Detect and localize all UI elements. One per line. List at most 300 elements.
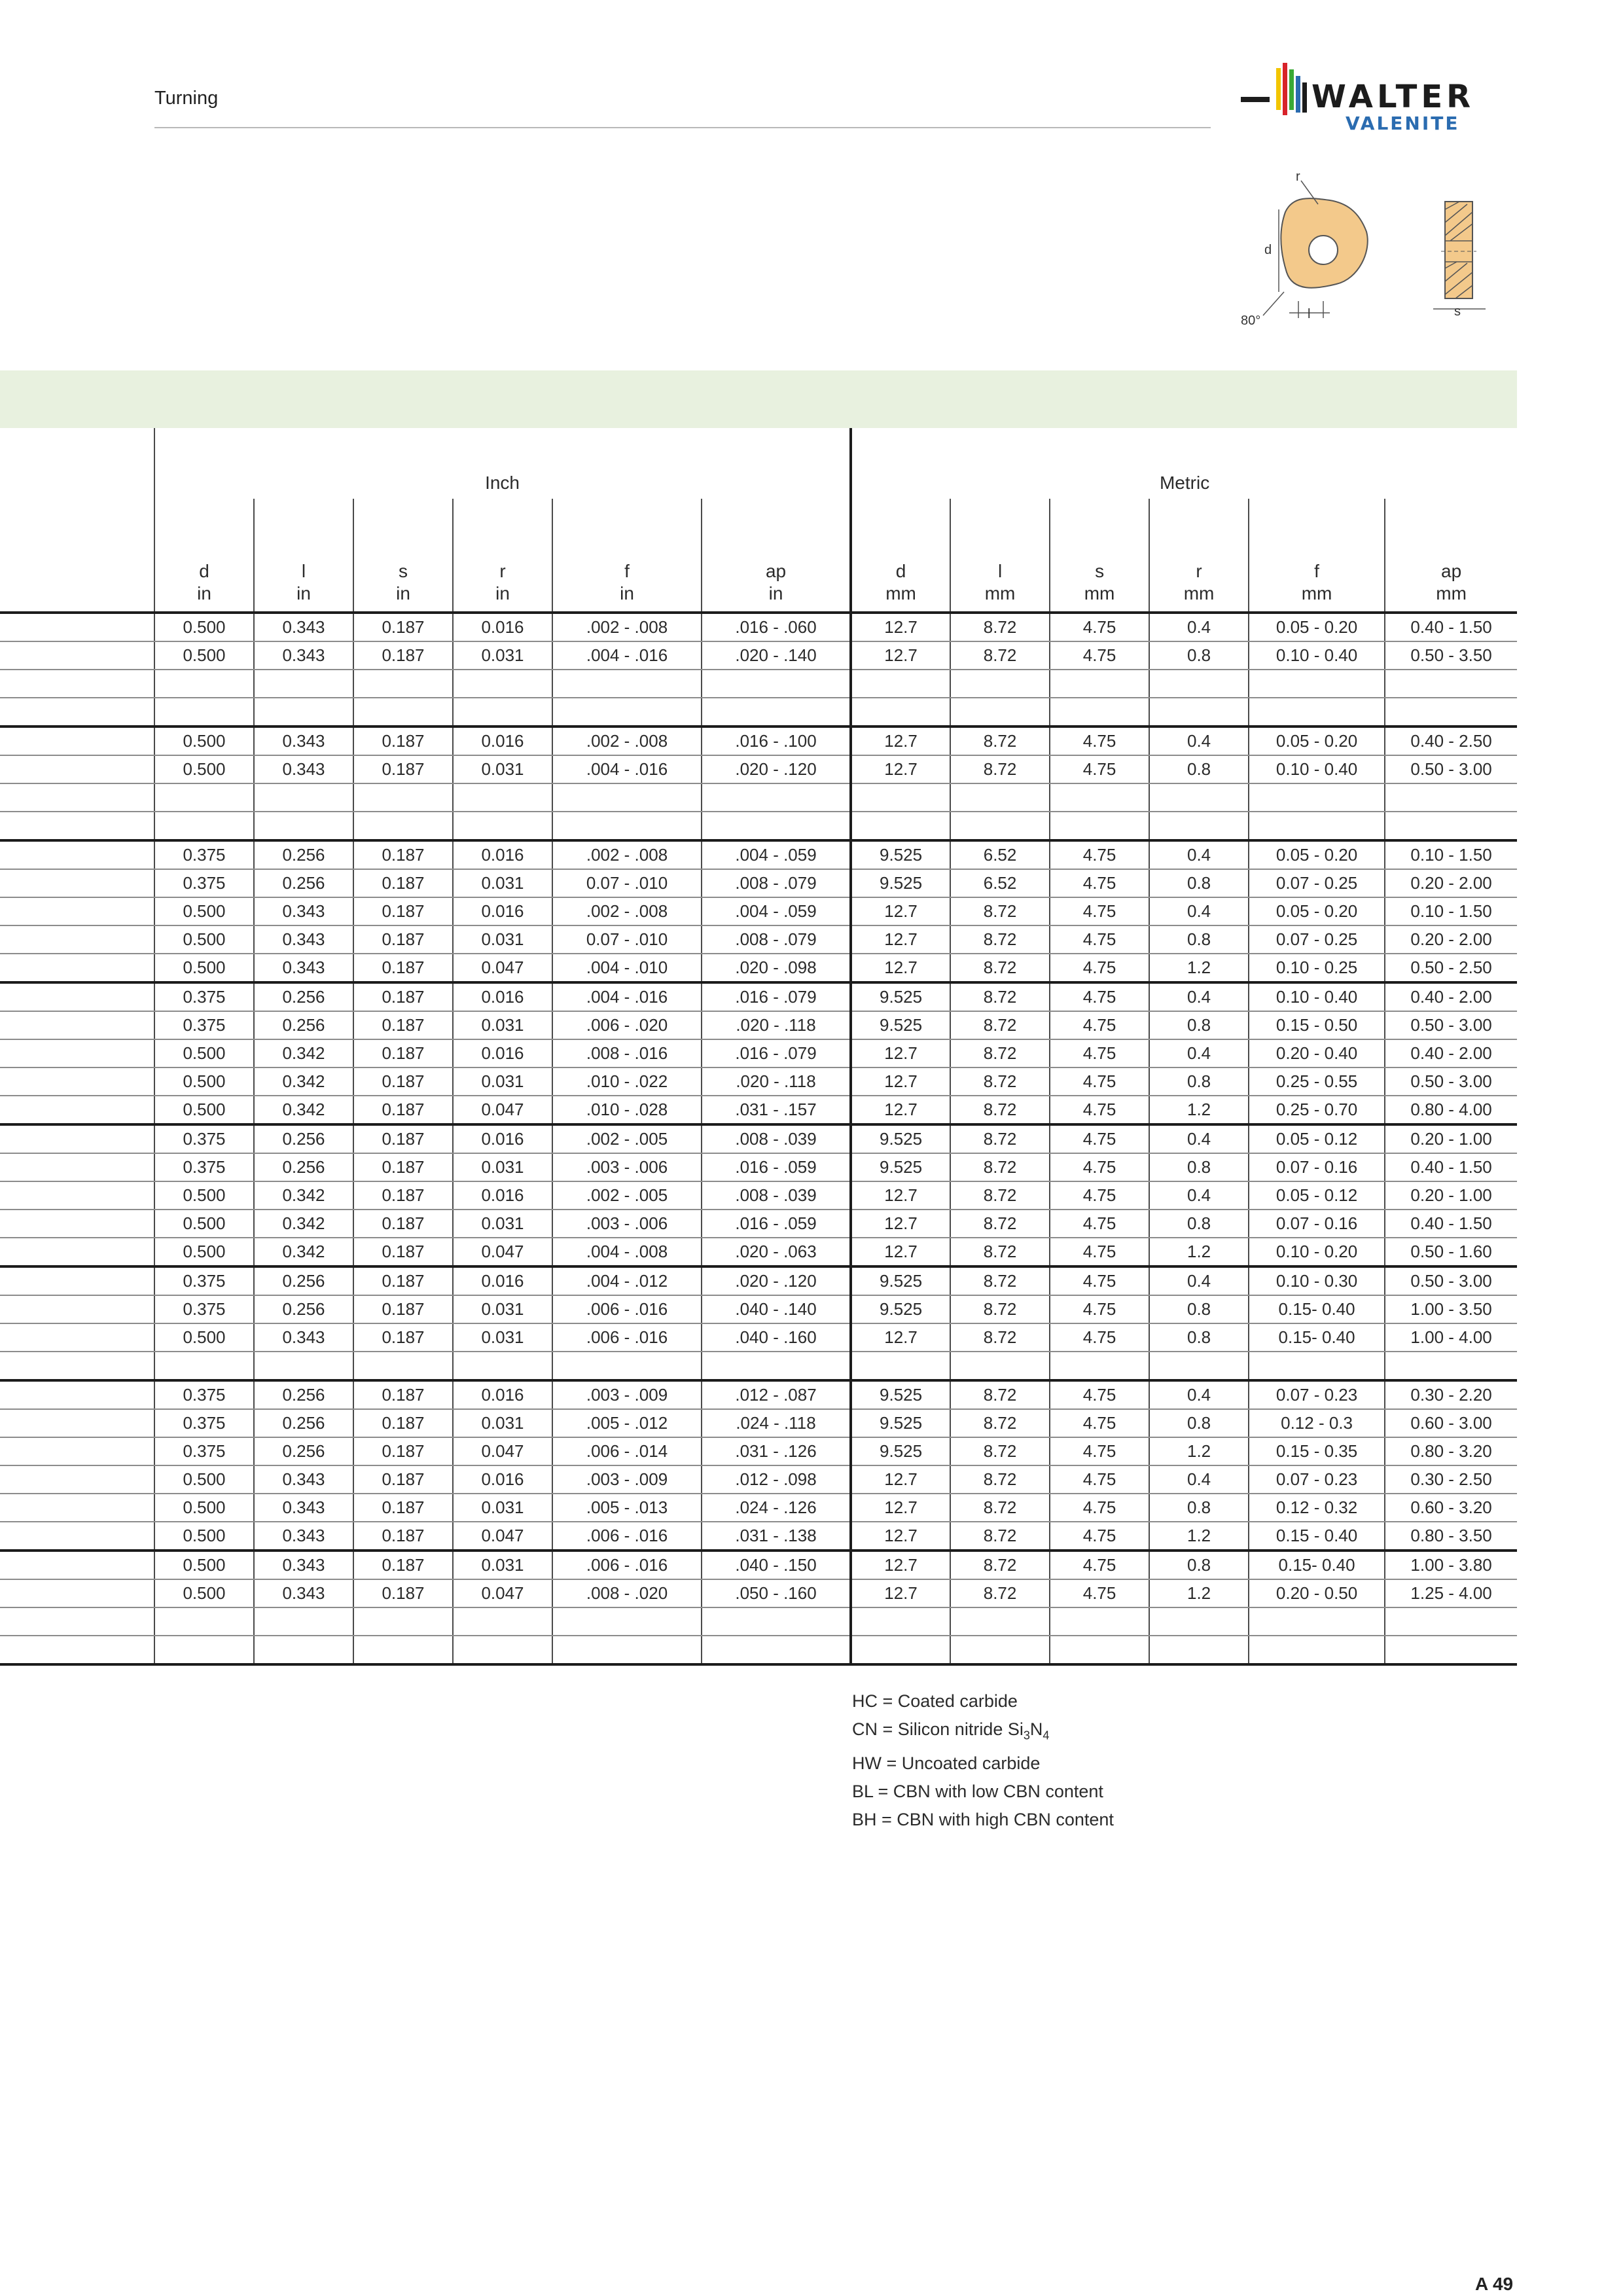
radius-label: r — [1296, 170, 1300, 184]
table-row — [0, 869, 1517, 897]
table-cell: 0.60 - 3.00 — [1385, 1409, 1517, 1437]
table-cell: 0.50 - 2.50 — [1385, 954, 1517, 982]
table-cell: 0.500 — [154, 1323, 254, 1352]
row-designation-cell — [0, 1636, 154, 1664]
table-cell: 8.72 — [950, 1295, 1050, 1323]
legend-text: CN = Silicon nitride Si — [852, 1719, 1024, 1739]
column-header-ap-mm — [1385, 499, 1517, 613]
table-cell: 1.00 - 3.50 — [1385, 1295, 1517, 1323]
table-cell: .020 - .118 — [702, 1067, 851, 1096]
table-cell: 0.187 — [353, 1153, 453, 1181]
table-cell: 0.50 - 3.00 — [1385, 1266, 1517, 1295]
table-cell: 0.500 — [154, 897, 254, 925]
table-cell: 0.50 - 1.60 — [1385, 1238, 1517, 1266]
material-legend — [852, 1687, 1114, 1834]
row-designation-cell — [0, 1494, 154, 1522]
table-cell: .016 - .059 — [702, 1153, 851, 1181]
table-cell: .002 - .008 — [552, 613, 702, 641]
table-row — [0, 1494, 1517, 1522]
table-cell — [851, 1636, 950, 1664]
table-cell — [1149, 1607, 1249, 1636]
row-designation-cell — [0, 755, 154, 783]
table-cell: 0.500 — [154, 641, 254, 670]
table-cell: .008 - .020 — [552, 1579, 702, 1607]
table-cell: 0.4 — [1149, 982, 1249, 1011]
table-row — [0, 1238, 1517, 1266]
table-cell: 0.375 — [154, 1437, 254, 1465]
column-header-unit: in — [197, 583, 211, 603]
table-cell: 0.187 — [353, 1210, 453, 1238]
column-header-name: ap — [1441, 561, 1462, 581]
table-cell — [1385, 698, 1517, 726]
table-cell: 0.343 — [254, 954, 353, 982]
table-cell: 12.7 — [851, 1494, 950, 1522]
table-cell: .004 - .016 — [552, 982, 702, 1011]
table-row — [0, 982, 1517, 1011]
table-cell: 12.7 — [851, 641, 950, 670]
table-cell: 8.72 — [950, 982, 1050, 1011]
table-cell: .004 - .016 — [552, 755, 702, 783]
table-cell: .008 - .079 — [702, 925, 851, 954]
table-cell: 12.7 — [851, 1039, 950, 1067]
table-row — [0, 1011, 1517, 1039]
table-cell: 0.8 — [1149, 1494, 1249, 1522]
table-cell: .031 - .157 — [702, 1096, 851, 1124]
table-cell: 0.343 — [254, 1323, 353, 1352]
table-cell: 0.4 — [1149, 1181, 1249, 1210]
table-cell: .003 - .006 — [552, 1153, 702, 1181]
table-cell: 0.187 — [353, 1124, 453, 1153]
table-row — [0, 1636, 1517, 1664]
table-cell: 6.52 — [950, 840, 1050, 869]
table-cell: 4.75 — [1050, 1465, 1149, 1494]
table-cell: 0.8 — [1149, 1011, 1249, 1039]
table-cell: 9.525 — [851, 1011, 950, 1039]
header-divider — [154, 127, 1211, 128]
table-cell — [702, 1636, 851, 1664]
table-cell: 0.500 — [154, 1039, 254, 1067]
table-cell: 0.375 — [154, 1295, 254, 1323]
product-header-band — [0, 370, 1517, 428]
table-cell: 0.031 — [453, 869, 552, 897]
table-cell: 4.75 — [1050, 1437, 1149, 1465]
table-cell — [1385, 1636, 1517, 1664]
table-cell — [254, 1636, 353, 1664]
column-header-unit: mm — [1301, 583, 1332, 603]
table-cell — [1385, 1352, 1517, 1380]
table-cell: 0.187 — [353, 1323, 453, 1352]
table-cell: 0.05 - 0.20 — [1249, 897, 1385, 925]
table-cell: 0.07 - .010 — [552, 869, 702, 897]
row-designation-cell — [0, 1067, 154, 1096]
table-cell: 0.15- 0.40 — [1249, 1551, 1385, 1579]
logo-submark: VALENITE — [1346, 113, 1460, 134]
table-cell: 0.80 - 3.50 — [1385, 1522, 1517, 1551]
row-designation-cell — [0, 1437, 154, 1465]
table-cell: .003 - .009 — [552, 1465, 702, 1494]
table-cell: 0.8 — [1149, 1323, 1249, 1352]
table-cell: 0.047 — [453, 1096, 552, 1124]
table-cell: 4.75 — [1050, 1153, 1149, 1181]
table-cell: 0.342 — [254, 1067, 353, 1096]
table-cell: 0.20 - 0.40 — [1249, 1039, 1385, 1067]
table-cell: 4.75 — [1050, 1181, 1149, 1210]
legend-item — [852, 1715, 1114, 1749]
row-designation-cell — [0, 982, 154, 1011]
table-cell — [1050, 670, 1149, 698]
row-designation-cell — [0, 1124, 154, 1153]
table-cell: 0.187 — [353, 1266, 453, 1295]
table-cell: 0.500 — [154, 1238, 254, 1266]
table-cell: 4.75 — [1050, 1238, 1149, 1266]
table-cell: 12.7 — [851, 925, 950, 954]
table-cell: 0.8 — [1149, 925, 1249, 954]
table-cell: 0.07 - 0.23 — [1249, 1380, 1385, 1409]
table-cell — [1385, 783, 1517, 812]
table-cell — [353, 1607, 453, 1636]
table-cell: 0.187 — [353, 869, 453, 897]
row-designation-cell — [0, 726, 154, 755]
table-cell: 0.500 — [154, 954, 254, 982]
table-cell — [1385, 812, 1517, 840]
table-cell: 0.187 — [353, 1437, 453, 1465]
table-cell — [453, 670, 552, 698]
table-cell: 0.40 - 1.50 — [1385, 1210, 1517, 1238]
table-cell: 9.525 — [851, 869, 950, 897]
row-designation-cell — [0, 1380, 154, 1409]
table-cell: 0.343 — [254, 726, 353, 755]
table-cell: 0.10 - 0.20 — [1249, 1238, 1385, 1266]
table-cell: .012 - .098 — [702, 1465, 851, 1494]
table-cell: 0.256 — [254, 1409, 353, 1437]
table-cell: 0.10 - 1.50 — [1385, 897, 1517, 925]
legend-subscript: 3 — [1023, 1729, 1030, 1742]
table-cell — [950, 698, 1050, 726]
table-cell: 8.72 — [950, 897, 1050, 925]
table-cell: 0.10 - 0.30 — [1249, 1266, 1385, 1295]
table-cell: 0.500 — [154, 1522, 254, 1551]
table-row — [0, 1153, 1517, 1181]
table-cell: 0.07 - 0.25 — [1249, 869, 1385, 897]
table-cell: .002 - .005 — [552, 1124, 702, 1153]
table-cell: 0.343 — [254, 1522, 353, 1551]
table-cell: 0.500 — [154, 755, 254, 783]
column-header-unit: mm — [1183, 583, 1215, 603]
table-cell: 0.016 — [453, 1266, 552, 1295]
table-cell: 4.75 — [1050, 755, 1149, 783]
table-cell: 8.72 — [950, 641, 1050, 670]
table-cell: 0.343 — [254, 1551, 353, 1579]
table-cell — [154, 1352, 254, 1380]
table-cell: 0.187 — [353, 954, 453, 982]
section-title: Turning — [154, 88, 219, 109]
table-cell: .006 - .016 — [552, 1551, 702, 1579]
table-cell — [1249, 1607, 1385, 1636]
table-cell: 0.047 — [453, 1522, 552, 1551]
row-designation-cell — [0, 954, 154, 982]
table-cell: 0.375 — [154, 869, 254, 897]
column-header-f-mm — [1249, 499, 1385, 613]
table-cell: 12.7 — [851, 1238, 950, 1266]
row-designation-cell — [0, 1465, 154, 1494]
table-cell: 0.031 — [453, 1494, 552, 1522]
table-cell: 0.187 — [353, 1238, 453, 1266]
table-cell: .024 - .126 — [702, 1494, 851, 1522]
table-cell — [1385, 1607, 1517, 1636]
table-cell: 8.72 — [950, 1153, 1050, 1181]
table-cell: 0.375 — [154, 1011, 254, 1039]
table-cell: 0.256 — [254, 869, 353, 897]
table-cell: 4.75 — [1050, 613, 1149, 641]
table-cell: 0.047 — [453, 1437, 552, 1465]
table-cell: 0.256 — [254, 1437, 353, 1465]
table-cell: .004 - .012 — [552, 1266, 702, 1295]
table-cell: 0.343 — [254, 1579, 353, 1607]
table-cell: 6.52 — [950, 869, 1050, 897]
table-cell: 0.8 — [1149, 1409, 1249, 1437]
table-cell: .050 - .160 — [702, 1579, 851, 1607]
table-cell: 0.187 — [353, 925, 453, 954]
row-designation-cell — [0, 1409, 154, 1437]
table-cell — [353, 1636, 453, 1664]
table-row — [0, 1380, 1517, 1409]
table-cell: 4.75 — [1050, 726, 1149, 755]
table-cell: 12.7 — [851, 1096, 950, 1124]
table-cell: .020 - .098 — [702, 954, 851, 982]
column-header-unit: in — [296, 583, 311, 603]
table-cell: 0.20 - 2.00 — [1385, 925, 1517, 954]
table-cell — [353, 783, 453, 812]
row-designation-cell — [0, 1096, 154, 1124]
table-cell: 4.75 — [1050, 1039, 1149, 1067]
table-cell: 0.15 - 0.35 — [1249, 1437, 1385, 1465]
table-row — [0, 783, 1517, 812]
table-cell — [1249, 1352, 1385, 1380]
table-cell: .002 - .008 — [552, 840, 702, 869]
table-cell: 0.15 - 0.40 — [1249, 1522, 1385, 1551]
table-cell: 0.031 — [453, 1551, 552, 1579]
table-cell: 0.187 — [353, 1011, 453, 1039]
column-header-name: d — [199, 561, 209, 581]
table-cell — [1249, 698, 1385, 726]
table-cell: 4.75 — [1050, 897, 1149, 925]
table-cell: 0.07 - 0.25 — [1249, 925, 1385, 954]
table-cell: 0.25 - 0.70 — [1249, 1096, 1385, 1124]
table-cell: 0.500 — [154, 1067, 254, 1096]
table-cell: .002 - .008 — [552, 726, 702, 755]
table-cell — [950, 783, 1050, 812]
table-cell: 0.40 - 2.50 — [1385, 726, 1517, 755]
table-cell: 12.7 — [851, 1579, 950, 1607]
table-cell — [552, 698, 702, 726]
table-cell: 1.2 — [1149, 1522, 1249, 1551]
table-cell: 0.187 — [353, 1181, 453, 1210]
table-cell: .006 - .014 — [552, 1437, 702, 1465]
table-cell — [453, 783, 552, 812]
table-cell — [453, 698, 552, 726]
table-cell: 4.75 — [1050, 982, 1149, 1011]
row-designation-cell — [0, 1266, 154, 1295]
table-cell: 0.031 — [453, 925, 552, 954]
table-row — [0, 1522, 1517, 1551]
table-row — [0, 755, 1517, 783]
logo-wordmark: WALTER — [1311, 79, 1475, 115]
table-cell: 0.80 - 4.00 — [1385, 1096, 1517, 1124]
table-cell: 0.4 — [1149, 897, 1249, 925]
inch-group-header: Inch — [154, 428, 851, 499]
table-cell: 12.7 — [851, 1067, 950, 1096]
table-cell — [1050, 698, 1149, 726]
table-cell — [1149, 783, 1249, 812]
table-cell: 0.187 — [353, 1494, 453, 1522]
table-cell — [1249, 812, 1385, 840]
table-cell: 12.7 — [851, 726, 950, 755]
table-cell: 0.15 - 0.50 — [1249, 1011, 1385, 1039]
table-row — [0, 812, 1517, 840]
table-cell: 0.50 - 3.00 — [1385, 755, 1517, 783]
table-cell: 0.256 — [254, 1295, 353, 1323]
table-cell: 4.75 — [1050, 1323, 1149, 1352]
table-cell: 0.343 — [254, 897, 353, 925]
column-header-name: d — [895, 561, 906, 581]
table-cell: 0.10 - 0.40 — [1249, 641, 1385, 670]
table-cell: 4.75 — [1050, 1551, 1149, 1579]
table-cell: 0.343 — [254, 1465, 353, 1494]
table-cell: 4.75 — [1050, 1295, 1149, 1323]
page-number: A 49 — [1475, 2274, 1514, 2294]
table-cell: 8.72 — [950, 1551, 1050, 1579]
table-cell: 0.8 — [1149, 869, 1249, 897]
table-cell: 9.525 — [851, 1266, 950, 1295]
metric-group-header: Metric — [851, 428, 1517, 499]
table-row — [0, 1437, 1517, 1465]
table-cell: 0.016 — [453, 897, 552, 925]
table-cell: 0.10 - 0.25 — [1249, 954, 1385, 982]
row-designation-cell — [0, 613, 154, 641]
table-cell: 0.256 — [254, 1266, 353, 1295]
table-row — [0, 1181, 1517, 1210]
table-cell: .040 - .140 — [702, 1295, 851, 1323]
legend-item — [852, 1778, 1114, 1806]
table-cell: .003 - .006 — [552, 1210, 702, 1238]
table-cell: 0.342 — [254, 1096, 353, 1124]
table-cell: 0.40 - 1.50 — [1385, 1153, 1517, 1181]
table-cell: .003 - .009 — [552, 1380, 702, 1409]
table-cell: .010 - .028 — [552, 1096, 702, 1124]
table-cell — [1050, 1607, 1149, 1636]
column-header-unit: mm — [1084, 583, 1115, 603]
table-cell: 0.4 — [1149, 726, 1249, 755]
table-cell: 0.031 — [453, 1323, 552, 1352]
table-cell: 9.525 — [851, 982, 950, 1011]
table-cell: 8.72 — [950, 1124, 1050, 1153]
table-cell: .005 - .012 — [552, 1409, 702, 1437]
table-cell: 8.72 — [950, 1380, 1050, 1409]
table-cell: 0.8 — [1149, 1153, 1249, 1181]
column-header-l-mm — [950, 499, 1050, 613]
table-cell — [1249, 670, 1385, 698]
legend-text: HC = Coated carbide — [852, 1691, 1018, 1711]
table-cell: 4.75 — [1050, 1266, 1149, 1295]
table-cell: .006 - .016 — [552, 1323, 702, 1352]
table-cell: 0.016 — [453, 726, 552, 755]
legend-formula-part: N — [1029, 1719, 1043, 1739]
row-designation-cell — [0, 1607, 154, 1636]
table-cell: 0.343 — [254, 755, 353, 783]
table-cell: 0.343 — [254, 1494, 353, 1522]
table-cell: 0.187 — [353, 1096, 453, 1124]
legend-item — [852, 1749, 1114, 1778]
column-header-name: f — [624, 561, 630, 581]
table-cell: 8.72 — [950, 925, 1050, 954]
insert-data-table — [0, 428, 1517, 1666]
table-cell: 8.72 — [950, 1437, 1050, 1465]
angle-label: 80° — [1241, 314, 1261, 328]
table-cell: 0.047 — [453, 1579, 552, 1607]
length-label: l — [1308, 307, 1311, 321]
table-cell — [1149, 698, 1249, 726]
table-cell: .002 - .005 — [552, 1181, 702, 1210]
walter-valenite-logo — [1241, 60, 1522, 139]
table-cell — [1050, 1636, 1149, 1664]
column-header-d-in — [154, 499, 254, 613]
table-cell: 0.8 — [1149, 1067, 1249, 1096]
table-cell: 1.00 - 3.80 — [1385, 1551, 1517, 1579]
table-cell: 0.031 — [453, 1210, 552, 1238]
table-cell: .004 - .016 — [552, 641, 702, 670]
table-cell: 12.7 — [851, 1181, 950, 1210]
table-cell — [702, 698, 851, 726]
table-cell: 8.72 — [950, 1323, 1050, 1352]
legend-item — [852, 1806, 1114, 1834]
table-cell: 0.256 — [254, 1011, 353, 1039]
table-cell — [950, 1607, 1050, 1636]
table-cell: .016 - .100 — [702, 726, 851, 755]
column-header-name: f — [1314, 561, 1319, 581]
table-cell: .020 - .120 — [702, 1266, 851, 1295]
table-cell: .020 - .140 — [702, 641, 851, 670]
table-cell: 0.031 — [453, 1067, 552, 1096]
table-cell: 0.187 — [353, 1465, 453, 1494]
table-cell: 12.7 — [851, 1465, 950, 1494]
table-cell: 1.25 - 4.00 — [1385, 1579, 1517, 1607]
table-cell — [1249, 1636, 1385, 1664]
table-cell — [453, 812, 552, 840]
column-header-d-mm — [851, 499, 950, 613]
table-cell: 0.20 - 1.00 — [1385, 1181, 1517, 1210]
table-cell: 0.187 — [353, 1295, 453, 1323]
table-cell: .004 - .008 — [552, 1238, 702, 1266]
legend-text: HW = Uncoated carbide — [852, 1753, 1041, 1774]
table-cell: 9.525 — [851, 1124, 950, 1153]
diameter-label: d — [1264, 243, 1272, 257]
table-cell: 0.016 — [453, 982, 552, 1011]
table-cell — [851, 812, 950, 840]
table-row — [0, 726, 1517, 755]
table-cell: 0.8 — [1149, 1295, 1249, 1323]
table-cell: 0.30 - 2.20 — [1385, 1380, 1517, 1409]
table-cell: 0.4 — [1149, 1266, 1249, 1295]
table-cell: 9.525 — [851, 1380, 950, 1409]
table-cell: 0.500 — [154, 1181, 254, 1210]
column-header-unit: in — [768, 583, 783, 603]
table-cell — [851, 783, 950, 812]
table-cell: 4.75 — [1050, 954, 1149, 982]
table-cell: 8.72 — [950, 1579, 1050, 1607]
table-cell — [702, 1352, 851, 1380]
table-cell — [154, 1607, 254, 1636]
table-cell: .005 - .013 — [552, 1494, 702, 1522]
